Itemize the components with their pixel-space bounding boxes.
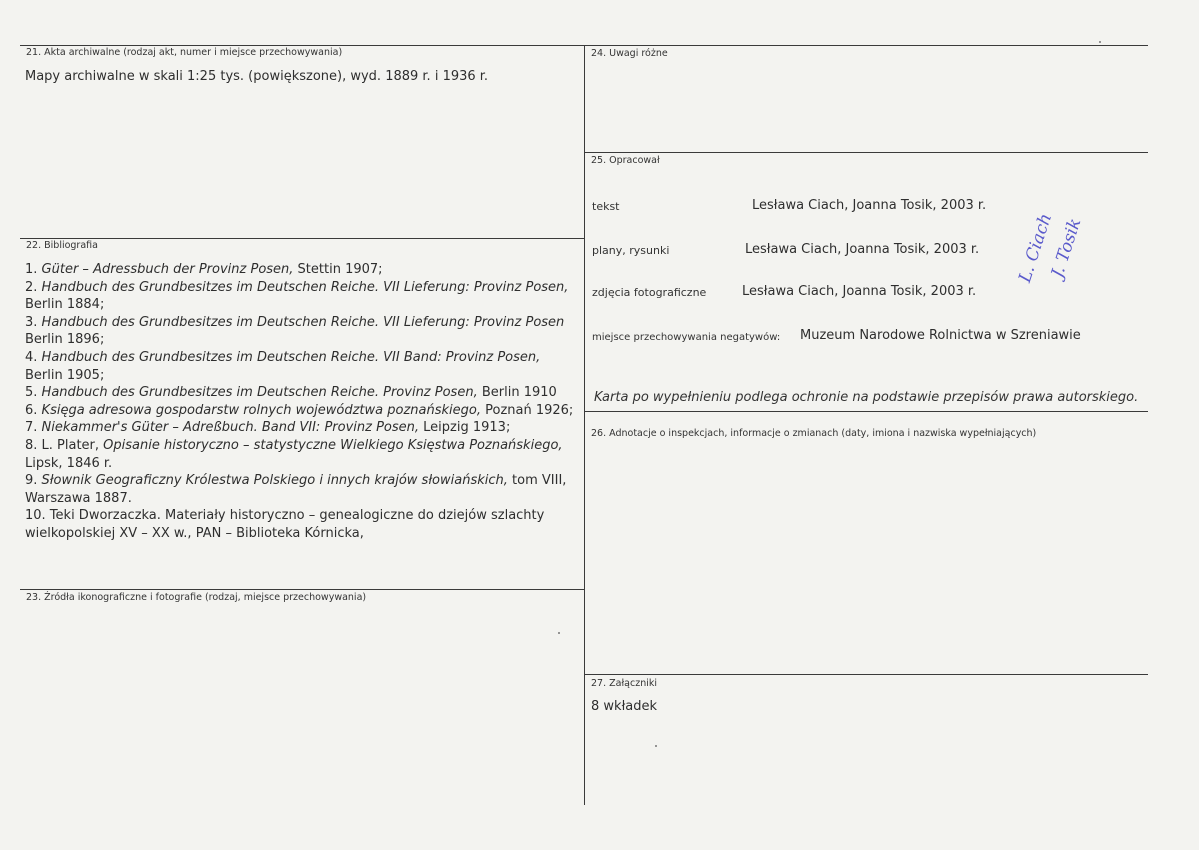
section-21-label: 21. Akta archiwalne (rodzaj akt, numer i miejsce przechowywania) xyxy=(26,47,343,58)
bibliography-item-prefix: Warszawa 1887. xyxy=(25,490,132,506)
bibliography-item xyxy=(25,472,581,490)
divider-25-26 xyxy=(584,411,1148,412)
section-24-label: 24. Uwagi różne xyxy=(591,48,668,59)
row-tekst-value: Lesława Ciach, Joanna Tosik, 2003 r. xyxy=(752,198,987,213)
bibliography-item xyxy=(25,314,581,349)
bibliography-item xyxy=(25,437,581,472)
divider-21-22 xyxy=(20,238,585,239)
bibliography-item-prefix: 3. xyxy=(25,314,42,330)
bibliography-item-title: Handbuch des Grundbesitzes im Deutschen Reiche. VII Lieferung: Provinz Posen, xyxy=(41,279,569,295)
bibliography-item-prefix: 9. xyxy=(25,473,42,489)
bibliography-item-prefix: 7. xyxy=(25,420,42,436)
row-zdjecia-value: Lesława Ciach, Joanna Tosik, 2003 r. xyxy=(742,284,977,299)
signature-ciach: L. Ciach xyxy=(1015,211,1057,285)
bibliography-item xyxy=(25,507,581,542)
bibliography-item-prefix: 1. xyxy=(25,262,42,277)
bibliography-item xyxy=(25,419,581,437)
negatives-label: miejsce przechowywania negatywów: xyxy=(592,332,781,343)
bibliography-item-title: Handbuch des Grundbesitzes im Deutschen Reiche. VII Lieferung: Provinz Posen xyxy=(41,314,565,330)
section-27-text: 8 wkładek xyxy=(591,699,658,714)
bibliography-item xyxy=(25,261,581,279)
bibliography-item-suffix: Leipzig 1913; xyxy=(419,420,511,436)
bibliography-item xyxy=(25,402,581,420)
section-27-label: 27. Załączniki xyxy=(591,678,657,689)
bibliography-item xyxy=(25,279,581,314)
bibliography-item-prefix: 5. xyxy=(25,385,42,401)
negatives-value: Muzeum Narodowe Rolnictwa w Szreniawie xyxy=(800,328,1081,343)
signature-tosik: J. Tosik xyxy=(1047,215,1086,281)
bibliography-item-prefix: 6. xyxy=(25,402,42,418)
section-23-label: 23. Źródła ikonograficzne i fotografie (rodzaj, miejsce przechowywania) xyxy=(26,592,367,603)
speck xyxy=(655,745,657,747)
bibliography-item-suffix: Stettin 1907; xyxy=(293,262,383,277)
bibliography-item-prefix: 10. Teki Dworzaczka. Materiały historyczno – genealogiczne do dziejów szlachty wielkopolskiej XV – XX w., PAN – Biblioteka Kórnicka, xyxy=(25,508,545,541)
bibliography-item-suffix: Berlin 1884; xyxy=(25,297,105,313)
divider-22-23 xyxy=(20,589,585,590)
section-21-text: Mapy archiwalne w skali 1:25 tys. (powiększone), wyd. 1889 r. i 1936 r. xyxy=(25,69,489,84)
bibliography-item xyxy=(25,349,581,384)
bibliography-item xyxy=(25,490,581,508)
speck xyxy=(1099,41,1101,43)
center-divider xyxy=(584,45,585,805)
bibliography-item-prefix: 2. xyxy=(25,279,42,295)
bibliography-item-suffix: Berlin 1896; xyxy=(25,332,105,348)
section-22-label: 22. Bibliografia xyxy=(26,240,98,251)
row-plany-label: plany, rysunki xyxy=(592,244,670,257)
bibliography-item-title: Handbuch des Grundbesitzes im Deutschen Reiche. VII Band: Provinz Posen, xyxy=(41,349,541,365)
bibliography-item-prefix: 8. L. Plater, xyxy=(25,437,104,453)
row-zdjecia-label: zdjęcia fotograficzne xyxy=(592,286,707,299)
copyright-note: Karta po wypełnieniu podlega ochronie na podstawie przepisów prawa autorskiego. xyxy=(594,390,1139,405)
row-tekst-label: tekst xyxy=(592,200,620,213)
speck xyxy=(558,632,560,634)
bibliography-item-title: Słownik Geograficzny Królestwa Polskiego i innych krajów słowiańskich, xyxy=(41,473,508,489)
bibliography-item-suffix: tom VIII, xyxy=(507,473,567,489)
row-plany-value: Lesława Ciach, Joanna Tosik, 2003 r. xyxy=(745,242,980,257)
bibliography-list xyxy=(25,261,581,543)
bibliography-item-suffix: Berlin 1905; xyxy=(25,367,105,383)
bibliography-item-suffix: Berlin 1910 xyxy=(477,385,557,401)
divider-26-27 xyxy=(584,674,1148,675)
bibliography-item-suffix: Poznań 1926; xyxy=(480,402,574,418)
section-25-label: 25. Opracował xyxy=(591,155,660,166)
bibliography-item-title: Opisanie historyczno – statystyczne Wielkiego Księstwa Poznańskiego, xyxy=(103,437,563,453)
bibliography-item-prefix: 4. xyxy=(25,349,42,365)
section-26-label: 26. Adnotacje o inspekcjach, informacje o zmianach (daty, imiona i nazwiska wypełniających) xyxy=(591,428,1037,439)
bibliography-item-suffix: Lipsk, 1846 r. xyxy=(25,455,113,471)
bibliography-item-title: Güter – Adressbuch der Provinz Posen, xyxy=(41,262,294,277)
divider-24-25 xyxy=(584,152,1148,153)
bibliography-item xyxy=(25,384,581,402)
bibliography-item-title: Księga adresowa gospodarstw rolnych województwa poznańskiego, xyxy=(41,402,481,418)
bibliography-item-title: Niekammer's Güter – Adreßbuch. Band VII: Provinz Posen, xyxy=(41,420,420,436)
bibliography-item-title: Handbuch des Grundbesitzes im Deutschen Reiche. Provinz Posen, xyxy=(41,385,478,401)
